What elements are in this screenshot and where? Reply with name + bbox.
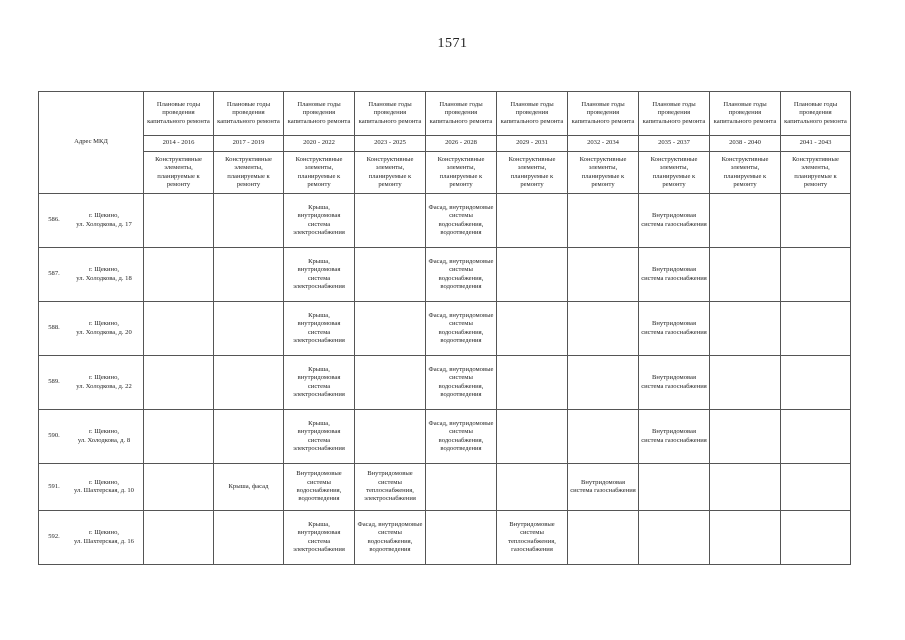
- elements-header: Конструктивные элементы, планируемые к ремонту: [355, 152, 426, 194]
- repair-elements-cell: [781, 194, 851, 248]
- repair-elements-cell: Крыша, внутридомовая система электроснабжения: [284, 511, 355, 565]
- planned-years-header: Плановые годы проведения капитального ремонта: [710, 92, 781, 136]
- repair-elements-cell: [144, 511, 214, 565]
- address-city: г. Щекино,: [88, 320, 120, 328]
- address-cell: [39, 194, 144, 248]
- repair-elements-cell: [710, 302, 781, 356]
- repair-elements-cell: Крыша, внутридомовая система электроснабжения: [284, 248, 355, 302]
- planned-years-header: Плановые годы проведения капитального ремонта: [144, 92, 214, 136]
- repair-elements-cell: [781, 410, 851, 464]
- elements-header: Конструктивные элементы, планируемые к ремонту: [144, 152, 214, 194]
- repair-elements-cell: [497, 464, 568, 511]
- repair-elements-cell: [214, 410, 284, 464]
- table-row: [39, 410, 851, 464]
- row-number: 588.: [48, 324, 60, 332]
- repair-elements-cell: [355, 248, 426, 302]
- period-header: 2014 - 2016: [144, 136, 214, 152]
- repair-elements-cell: [568, 248, 639, 302]
- elements-header: Конструктивные элементы, планируемые к ремонту: [426, 152, 497, 194]
- address-street: ул. Холодкова, д. 18: [76, 274, 132, 282]
- header-row-periods: [39, 136, 851, 152]
- address-street: ул. Холодкова, д. 17: [76, 220, 132, 228]
- elements-header: Конструктивные элементы, планируемые к ремонту: [214, 152, 284, 194]
- address-text: [67, 428, 141, 445]
- repair-elements-cell: Внутридомовая система газоснабжения: [568, 464, 639, 511]
- row-number: 587.: [48, 270, 60, 278]
- repair-elements-cell: [214, 302, 284, 356]
- repair-elements-cell: [214, 194, 284, 248]
- planned-years-header: Плановые годы проведения капитального ремонта: [639, 92, 710, 136]
- table-row: [39, 302, 851, 356]
- address-cell: [39, 511, 144, 565]
- repair-elements-cell: [426, 464, 497, 511]
- planned-years-header: Плановые годы проведения капитального ремонта: [355, 92, 426, 136]
- repair-elements-cell: [710, 194, 781, 248]
- address-column-header: Адрес МКД: [39, 92, 144, 194]
- repair-elements-cell: [639, 511, 710, 565]
- repair-elements-cell: [781, 248, 851, 302]
- planned-years-header: Плановые годы проведения капитального ремонта: [284, 92, 355, 136]
- repair-elements-cell: [497, 302, 568, 356]
- planned-years-header: Плановые годы проведения капитального ремонта: [214, 92, 284, 136]
- repair-elements-cell: [568, 511, 639, 565]
- planned-years-header: Плановые годы проведения капитального ремонта: [781, 92, 851, 136]
- repair-elements-cell: [568, 410, 639, 464]
- repair-elements-cell: [144, 464, 214, 511]
- elements-header: Конструктивные элементы, планируемые к ремонту: [710, 152, 781, 194]
- repair-elements-cell: Внутридомовые системы теплоснабжения, газоснабжения: [497, 511, 568, 565]
- repair-elements-cell: Крыша, внутридомовая система электроснабжения: [284, 410, 355, 464]
- repair-elements-cell: Внутридомовая система газоснабжения: [639, 410, 710, 464]
- capital-repair-schedule-table: [38, 91, 851, 565]
- address-city: г. Щекино,: [88, 428, 120, 436]
- repair-elements-cell: [214, 248, 284, 302]
- repair-elements-cell: [497, 410, 568, 464]
- table-row: [39, 356, 851, 410]
- address-street: ул. Холодкова, д. 20: [76, 328, 132, 336]
- repair-elements-cell: Фасад, внутридомовые системы водоснабжения, водоотведения: [355, 511, 426, 565]
- repair-elements-cell: [781, 356, 851, 410]
- repair-elements-cell: [710, 248, 781, 302]
- repair-elements-cell: [568, 194, 639, 248]
- repair-elements-cell: Внутридомовая система газоснабжения: [639, 356, 710, 410]
- repair-elements-cell: Фасад, внутридомовые системы водоснабжения, водоотведения: [426, 302, 497, 356]
- repair-elements-cell: Внутридомовые системы водоснабжения, водоотведения: [284, 464, 355, 511]
- repair-elements-cell: [144, 302, 214, 356]
- row-number: 586.: [48, 216, 60, 224]
- address-cell: [39, 302, 144, 356]
- repair-elements-cell: [710, 410, 781, 464]
- repair-elements-cell: Внутридомовая система газоснабжения: [639, 194, 710, 248]
- period-header: 2020 - 2022: [284, 136, 355, 152]
- repair-elements-cell: [710, 511, 781, 565]
- address-cell: [39, 410, 144, 464]
- table-row: [39, 194, 851, 248]
- repair-elements-cell: [639, 464, 710, 511]
- repair-elements-cell: [144, 356, 214, 410]
- address-city: г. Щекино,: [88, 212, 120, 220]
- period-header: 2038 - 2040: [710, 136, 781, 152]
- elements-header: Конструктивные элементы, планируемые к ремонту: [284, 152, 355, 194]
- address-cell: [39, 248, 144, 302]
- repair-elements-cell: [426, 511, 497, 565]
- repair-elements-cell: [781, 511, 851, 565]
- page-number: 1571: [437, 36, 468, 51]
- table-row: [39, 511, 851, 565]
- repair-elements-cell: Внутридомовые системы теплоснабжения, электроснабжения: [355, 464, 426, 511]
- period-header: 2029 - 2031: [497, 136, 568, 152]
- address-city: г. Щекино,: [88, 478, 120, 486]
- address-text: [67, 479, 141, 496]
- address-street: ул. Шахтерская, д. 10: [74, 487, 134, 494]
- address-cell: [39, 464, 144, 511]
- row-number: 590.: [48, 432, 60, 440]
- header-row-elements: [39, 152, 851, 194]
- repair-elements-cell: [214, 511, 284, 565]
- address-text: [67, 212, 141, 229]
- repair-elements-cell: [355, 194, 426, 248]
- table-row: [39, 248, 851, 302]
- elements-header: Конструктивные элементы, планируемые к ремонту: [639, 152, 710, 194]
- elements-header: Конструктивные элементы, планируемые к ремонту: [497, 152, 568, 194]
- address-text: [67, 266, 141, 283]
- repair-elements-cell: Крыша, внутридомовая система электроснабжения: [284, 302, 355, 356]
- table-row: [39, 464, 851, 511]
- repair-elements-cell: Крыша, фасад: [214, 464, 284, 511]
- repair-elements-cell: [355, 410, 426, 464]
- address-city: г. Щекино,: [88, 374, 120, 382]
- address-text: [67, 374, 141, 391]
- address-city: г. Щекино,: [88, 266, 120, 274]
- address-street: ул. Холодкова, д. 22: [76, 382, 132, 390]
- elements-header: Конструктивные элементы, планируемые к ремонту: [781, 152, 851, 194]
- repair-elements-cell: [710, 464, 781, 511]
- address-city: г. Щекино,: [88, 529, 120, 537]
- elements-header: Конструктивные элементы, планируемые к ремонту: [568, 152, 639, 194]
- row-number: 592.: [48, 533, 60, 541]
- period-header: 2035 - 2037: [639, 136, 710, 152]
- repair-elements-cell: Крыша, внутридомовая система электроснабжения: [284, 194, 355, 248]
- address-street: ул. Шахтерская, д. 16: [74, 537, 134, 545]
- repair-elements-cell: Фасад, внутридомовые системы водоснабжения, водоотведения: [426, 356, 497, 410]
- planned-years-header: Плановые годы проведения капитального ремонта: [497, 92, 568, 136]
- repair-elements-cell: [144, 248, 214, 302]
- repair-elements-cell: [568, 356, 639, 410]
- repair-elements-cell: [144, 194, 214, 248]
- repair-elements-cell: Внутридомовая система газоснабжения: [639, 302, 710, 356]
- planned-years-header: Плановые годы проведения капитального ремонта: [426, 92, 497, 136]
- repair-elements-cell: [355, 356, 426, 410]
- header-row-planned-years: [39, 92, 851, 136]
- repair-elements-cell: [781, 302, 851, 356]
- repair-elements-cell: [497, 194, 568, 248]
- period-header: 2026 - 2028: [426, 136, 497, 152]
- period-header: 2023 - 2025: [355, 136, 426, 152]
- repair-elements-cell: [355, 302, 426, 356]
- planned-years-header: Плановые годы проведения капитального ремонта: [568, 92, 639, 136]
- repair-elements-cell: [568, 302, 639, 356]
- repair-elements-cell: Внутридомовая система газоснабжения: [639, 248, 710, 302]
- repair-elements-cell: [144, 410, 214, 464]
- repair-elements-cell: Фасад, внутридомовые системы водоснабжения, водоотведения: [426, 248, 497, 302]
- period-header: 2017 - 2019: [214, 136, 284, 152]
- row-number: 589.: [48, 378, 60, 386]
- address-street: ул. Холодкова, д. 8: [77, 436, 131, 444]
- period-header: 2041 - 2043: [781, 136, 851, 152]
- repair-elements-cell: Крыша, внутридомовая система электроснабжения: [284, 356, 355, 410]
- row-number: 591.: [48, 482, 60, 490]
- repair-elements-cell: [710, 356, 781, 410]
- address-text: [67, 320, 141, 337]
- repair-elements-cell: Фасад, внутридомовые системы водоснабжения, водоотведения: [426, 194, 497, 248]
- address-cell: [39, 356, 144, 410]
- repair-elements-cell: [781, 464, 851, 511]
- repair-elements-cell: Фасад, внутридомовые системы водоснабжения, водоотведения: [426, 410, 497, 464]
- repair-elements-cell: [497, 248, 568, 302]
- period-header: 2032 - 2034: [568, 136, 639, 152]
- address-text: [67, 529, 141, 546]
- repair-elements-cell: [497, 356, 568, 410]
- repair-elements-cell: [214, 356, 284, 410]
